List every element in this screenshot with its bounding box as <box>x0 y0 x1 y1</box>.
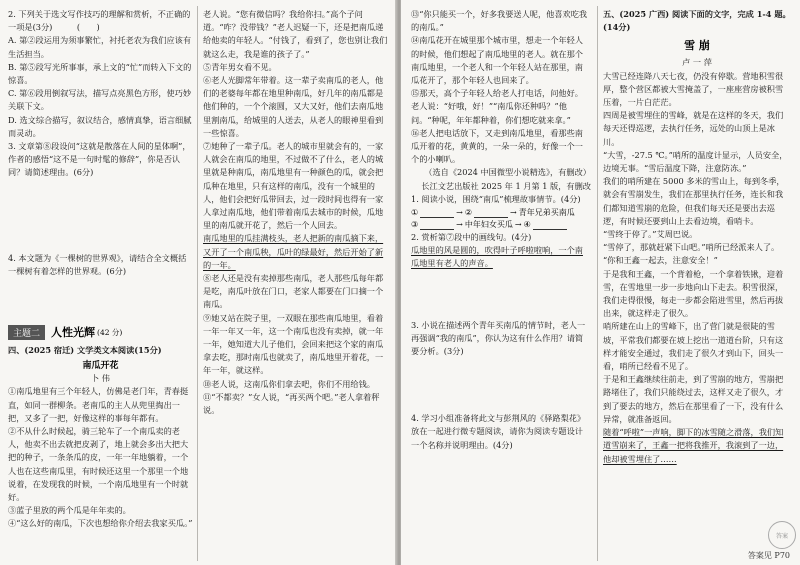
story-paragraph: ⑧老人还是没有卖掉那些南瓜，老人那些瓜每年都是吃，南瓜叶放在门口，老家人都要在门口摘一个南瓜。 <box>203 273 384 310</box>
answer-space[interactable] <box>411 358 591 412</box>
question-1: 1. 阅读小说，围绕“南瓜”梳理故事情节。(4分) <box>411 193 581 204</box>
essay-paragraph: 于是和王鑫继续往前走，到了雪崩的地方，雪崩把路堵住了，我们只能绕过去，这样又走了很久，才到了要去的地方，然后在那里看了一下，没有什么异常，就准备返回。 <box>603 374 784 424</box>
underlined-sentence: 南瓜地里的瓜挂满枝头，老人把新的南瓜摘下来，又开了一个南瓜秧，瓜叶的绿最好，然后开始了新的一年。 <box>203 233 384 270</box>
story-paragraph: ③蓝子里放的两个瓜是年年卖的。 <box>8 505 131 516</box>
story-paragraph: ⑩老人说，这南瓜你们拿去吧，你们不用给钱。 <box>203 378 375 389</box>
answer-space[interactable] <box>411 271 591 319</box>
flow-step: ③ <box>411 220 419 230</box>
question-3: 3. 小说在描述两个青年买南瓜的情节时，老人一再强调“我的南瓜”，你认为这有什么作用？请简要分析。(3分) <box>411 319 586 357</box>
essay-author: 卢 一 萍 <box>682 57 712 68</box>
story-paragraph: ①南瓜地里有三个年轻人，仿佛是老门年，青春挺直，如同一群柳条。老南瓜的主人从兜里掏出一把，又多了一把，好像这样的事每年都有。 <box>8 386 189 423</box>
answer-space-4[interactable] <box>8 278 193 322</box>
story-paragraph: 老人说。“您有微信吗？我给你扫。”高个子问道。“咋？没带钱？”老人迟疑一下，还是把南瓜递给他卖的年轻人。“付钱了，看到了，您也别让我们就这么走，我是谁的孩子了。” <box>203 9 388 59</box>
column-divider <box>597 6 598 561</box>
essay-paragraph: 随着“呼啦”一声响，脚下的冰雪随之滑落，我们知道雪崩来了，王鑫一把将我推开，我滚到了一边，他却被雪埋住了…… <box>603 427 784 464</box>
story-paragraph: ④“这么好的南瓜，下次也想给你介绍去我家买瓜。” <box>8 518 193 529</box>
story-paragraph: ⑯老人把电话放下，又走到南瓜地里，看那些南瓜开着的花，黄黄的，一朵一朵的，好像一个一个的小喇叭。 <box>411 127 583 165</box>
page-number: 答案见 P70 <box>747 551 790 560</box>
flow-blank[interactable] <box>420 220 454 230</box>
flow-blank[interactable] <box>533 220 567 230</box>
story-paragraph: ⑨她又站在院子里，一双眼在那些南瓜地里，看着一年一年又一年，这一个南瓜也没有卖掉，就一年一年，她知道大儿子他们，会回来把这个家的南瓜拿去吃，那时南瓜也就卖了，南瓜地里开着花，一年一年，就这样。 <box>203 312 384 376</box>
flow-arrow: → <box>456 208 463 218</box>
story-title: 南瓜开花 <box>82 361 119 372</box>
flow-step: ④ <box>523 220 531 230</box>
flow-step: 中年妇女买瓜 <box>464 220 513 230</box>
flow-arrow: → <box>510 208 517 218</box>
right-col-1 <box>411 8 591 452</box>
left-col-2 <box>203 8 389 417</box>
theme-title: 人性光辉 <box>51 326 96 340</box>
question-4: 4. 本文题为《一棵树的世界观》，请结合全文概括一棵树有着怎样的世界观。(6分) <box>8 252 187 276</box>
column-divider <box>197 6 198 561</box>
question-2: 2. 下列关于选文写作技巧的理解和赏析，不正确的一项是(3分) ( ) <box>8 9 191 33</box>
answer-space-3[interactable] <box>8 180 193 252</box>
question-2: 2. 赏析第⑦段中的画线句。(4分) <box>411 232 532 243</box>
option-a[interactable]: A. 第②段运用为须事繁忙，衬托老农为我们应该有生活担当。 <box>8 35 192 59</box>
story-paragraph: ②不从什么时候起，骑三轮车了一个南瓜卖的老人，他卖不出去就把皮剥了，地上就会多出大把大把的种子，一条条瓜的皮，一年一年地躺着，一个人也在这些南瓜里，有时候还这里一个那里一个地说着，在发现我的时候，一个南瓜地里有一个时就好。 <box>8 426 189 503</box>
plot-flow-2 <box>411 219 591 230</box>
essay-paragraph: “雪停了，那就赶紧下山吧。”哨所已经派来人了。 <box>603 242 780 253</box>
theme-header <box>8 324 193 340</box>
flow-arrow: → <box>456 220 463 230</box>
publisher-note: 长江文艺出版社 2025 年 1 月第 1 版，有删改 <box>421 180 591 191</box>
essay-paragraph: “雪终于停了。”艾周巴说。 <box>603 229 698 240</box>
essay-paragraph: 大雪已经连降八天七夜，仍没有停歇。营地积雪很厚，整个营区都被大雪掩盖了，一座座营房被积雪压着，一片白茫茫。 <box>603 70 784 108</box>
story-paragraph: ⑦她种了一辈子瓜。老人的城市里就会有的，一家人就会在南瓜的地里，不过做不了什么，老人的城里就是种南瓜，南瓜地里有一种颜色的瓜，就会把瓜种在地里，只有这样的南瓜，没有一个城里的人，他们会把好瓜带回去，过一段时间也得有一家人拿过南瓜地，他们带着南瓜去城市的时候，瓜地里的南瓜就开花了，然后一个人回去。 <box>203 141 384 231</box>
story-paragraph: ⑭南瓜花开在城里那个城市里，想走一个年轻人的时候，他们想起了南瓜地里的老人。就在那个南瓜地里，一个老人和一个年轻人站在那里，南瓜花开了，那个年轻人也回来了。 <box>411 35 583 86</box>
story-paragraph: ⑥老人光脚常年带着。这一辈子卖南瓜的老人，他们的老婆每年都在地里种南瓜，好几年的南瓜都是他们种的，一个个滚圆，又大又好，他们去南瓜地里割南瓜，给城里的人送去，从老人的眼神里看到一些惊喜。 <box>203 75 384 138</box>
left-col-1 <box>8 8 193 531</box>
flow-arrow: → <box>514 220 522 230</box>
flow-blank[interactable] <box>420 208 454 218</box>
story-paragraph: ⑬“你只能买一个，好多我要送人呢，他喜欢吃我的南瓜。” <box>411 9 588 33</box>
essay-paragraph: 我们的哨所建在 5000 多米的雪山上，每到冬季，就会有雪崩发生，我们在那里执行任务，连长和我们都知道雪崩的危险，但我们每天还是要出去巡逻，有时候还要到山上去看边境，看哨卡。 <box>603 176 785 226</box>
flow-step: ② <box>464 208 473 218</box>
right-page <box>401 0 800 565</box>
flow-step: 青年兄弟买南瓜 <box>518 208 575 218</box>
essay-paragraph: 四周是被雪埋住的雪峰，就是在这样的冬天，我们每天还得巡逻，去执行任务，远处的山顶上是冰川。 <box>603 110 784 147</box>
answer-stamp: 答案 <box>768 521 796 549</box>
quoted-sentence: 瓜地里的风是圆的，吹得叶子呼啦啦响，一个南瓜地里有老人的声音。 <box>411 245 583 269</box>
theme-score: (42 分) <box>97 327 123 337</box>
option-d[interactable]: D. 选文综合描写，叙议结合，感情真挚，语言细腻而灵动。 <box>8 114 192 138</box>
flow-step: ① <box>411 208 419 218</box>
left-page <box>0 0 397 565</box>
essay-title: 雪 崩 <box>684 39 710 53</box>
theme-tag: 主题二 <box>8 325 45 340</box>
option-c[interactable]: C. 第⑥段用倒叙写法，描写点亮黑色方形，使巧妙关联下文。 <box>8 88 192 112</box>
option-b[interactable]: B. 第⑤段写光所事事，承上文的“忙”而转入下文的惊喜。 <box>8 61 192 86</box>
question-4: 4. 学习小组准备将此文与彭荆风的《驿路梨花》放在一起进行微专题阅读，请你为阅读专题设计一个名称并说明理由。(4分) <box>411 413 586 450</box>
flow-blank[interactable] <box>474 208 508 218</box>
essay-paragraph: 哨所建在山上的雪峰下，出了营门就是很陡的雪坡，平常我们都要在坡上挖出一道道台阶，只有这样才能安全通过，我们走了很久才到山下，回头一看，哨所已经看不见了。 <box>603 321 784 372</box>
plot-flow-1 <box>411 207 591 218</box>
story-paragraph: ⑮那天，高个子年轻人给老人打电话，问他好。老人说：“好哦，好！”“南瓜你还种吗？”他问。“种呢，年年都种着，你们想吃就来拿。” <box>411 88 583 125</box>
section-heading: 五、(2025 广西) 阅读下面的文字，完成 1-4 题。(14分) <box>603 9 791 33</box>
essay-paragraph: “你和王鑫一起去，注意安全！” <box>603 255 718 266</box>
story-paragraph: ⑪“不都卖？”女人说，“再买两个吧。”老人拿着秤说。 <box>203 391 380 416</box>
question-3: 3. 文章第⑧段设问“这就是散落在人间的星体啊”，作者的感悟“这不是一句时髦的修辞”，你是否认同？请简述理由。(6分) <box>8 141 191 178</box>
story-author: 卜 伟 <box>91 373 110 384</box>
essay-paragraph: 于是我和王鑫，一个背着枪，一个拿着铁锹，迎着雪，在雪地里一步一步地向山下走去。积雪很深，我们走得很慢，每走一步都会陷进雪里，然后再拔出来，就这样走了很久。 <box>603 268 784 319</box>
section-heading: 四、(2025 宿迁) 文学类文本阅读(15分) <box>8 345 162 356</box>
source-note: （选自《2024 中国微型小说精选》，有删改） <box>424 167 591 178</box>
right-col-2 <box>603 8 791 466</box>
essay-paragraph: “大雪，-27.5 ℃。”哨所的温度计显示，人员安全，边境无事。“雪后温度下降，注意防冻。” <box>603 149 788 174</box>
story-paragraph: ⑤青年男女看不见。 <box>203 61 277 72</box>
